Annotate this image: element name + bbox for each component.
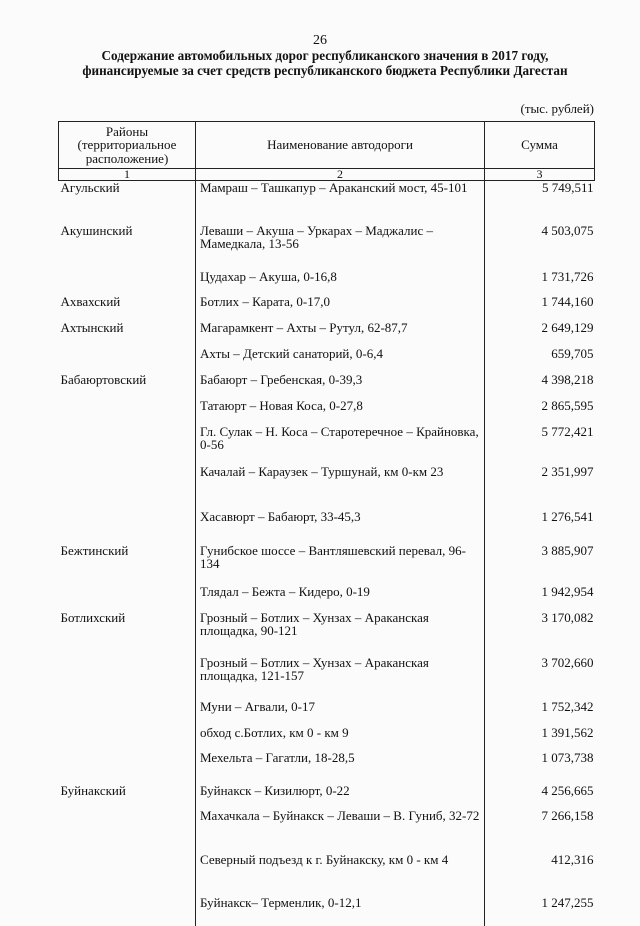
district-cell	[59, 751, 196, 784]
amount-cell: 5 749,511	[541, 180, 594, 195]
table-row	[59, 853, 595, 896]
amount-cell: 7 266,158	[541, 807, 594, 823]
amount-cell: 1 391,562	[541, 724, 594, 740]
amount-cell: 2 649,129	[541, 319, 594, 335]
roads-table	[58, 121, 595, 926]
table-row	[59, 726, 595, 751]
road-name-cell: Магарамкент – Ахты – Рутул, 62-87,7	[196, 321, 485, 347]
amount-cell: 1 073,738	[541, 749, 594, 765]
district-cell: Бабаюртовский	[60, 371, 147, 387]
road-name-cell: Леваши – Акуша – Уркарах – Маджалис – Мамедкала, 13-56	[196, 224, 485, 270]
road-name-cell: Качалай – Караузек – Туршунай, км 0-км 23	[196, 465, 485, 510]
district-cell	[59, 700, 196, 726]
amount-cell: 4 256,665	[541, 782, 594, 798]
table-row	[59, 321, 595, 347]
district-cell: Ботлихский	[60, 609, 126, 625]
road-name-cell: Буйнакск – Кизилюрт, 0-22	[196, 784, 485, 809]
table-row	[59, 784, 595, 809]
column-number-2: 2	[196, 169, 485, 181]
table-row	[59, 270, 595, 295]
road-name-cell: Хасавюрт – Бабаюрт, 33-45,3	[196, 510, 485, 544]
amount-cell: 1 942,954	[541, 583, 594, 599]
district-cell	[59, 809, 196, 853]
district-cell	[59, 270, 196, 295]
amount-cell: 2 351,997	[541, 463, 594, 479]
table-row	[59, 181, 595, 224]
amount-cell: 412,316	[551, 851, 594, 867]
road-name-cell: обход с.Ботлих, км 0 - км 9	[196, 726, 485, 751]
table-row	[59, 700, 595, 726]
table-row	[59, 425, 595, 465]
amount-cell: 5 772,421	[541, 423, 594, 439]
district-cell: Агульский	[60, 180, 120, 195]
road-name-cell: Грозный – Ботлих – Хунзах – Араканская площадка, 90-121	[196, 611, 485, 656]
district-cell	[59, 425, 196, 465]
road-name-cell: Муни – Агвали, 0-17	[196, 700, 485, 726]
district-cell	[59, 726, 196, 751]
table-row	[59, 585, 595, 611]
header-amount: Сумма	[485, 122, 595, 169]
amount-cell: 659,705	[551, 345, 594, 361]
table-row	[59, 656, 595, 700]
table-row	[59, 347, 595, 373]
district-cell: Буйнакский	[60, 782, 126, 798]
district-cell	[59, 656, 196, 700]
amount-cell: 1 731,726	[541, 268, 594, 284]
table-row	[59, 611, 595, 656]
table-row	[59, 399, 595, 425]
district-cell: Ахтынский	[60, 319, 124, 335]
road-name-cell: Гунибское шоссе – Вантляшевский перевал, 96-134	[196, 544, 485, 585]
amount-cell: 3 170,082	[541, 609, 594, 625]
road-name-cell: Гл. Сулак – Н. Коса – Старотеречное – Крайновка, 0-56	[196, 425, 485, 465]
table-row	[59, 896, 595, 926]
district-cell	[59, 465, 196, 510]
column-number-3: 3	[485, 169, 595, 181]
road-name-cell: Мамраш – Ташкапур – Араканский мост, 45-101	[196, 181, 485, 224]
road-name-cell: Грозный – Ботлих – Хунзах – Араканская площадка, 121-157	[196, 656, 485, 700]
amount-cell: 1 247,255	[541, 894, 594, 910]
district-cell: Ахвахский	[60, 293, 121, 309]
amount-cell: 1 752,342	[541, 698, 594, 714]
road-name-cell: Буйнакск– Терменлик, 0-12,1	[196, 896, 485, 926]
page-number: 26	[313, 33, 327, 48]
table-row	[59, 809, 595, 853]
district-cell	[59, 896, 196, 926]
district-cell	[59, 347, 196, 373]
amount-cell: 2 865,595	[541, 397, 594, 413]
district-cell	[59, 510, 196, 544]
table-row	[59, 544, 595, 585]
amount-cell: 3 702,660	[541, 654, 594, 670]
header-district: Районы (территориальное расположение)	[59, 122, 196, 169]
table-row	[59, 295, 595, 321]
district-cell: Бежтинский	[60, 542, 129, 558]
road-name-cell: Цудахар – Акуша, 0-16,8	[196, 270, 485, 295]
road-name-cell: Тлядал – Бежта – Кидеро, 0-19	[196, 585, 485, 611]
header-road: Наименование автодороги	[196, 122, 485, 169]
table-row	[59, 510, 595, 544]
amount-cell: 1 744,160	[541, 293, 594, 309]
district-cell	[59, 853, 196, 896]
amount-cell: 4 503,075	[541, 222, 594, 238]
road-name-cell: Ахты – Детский санаторий, 0-6,4	[196, 347, 485, 373]
amount-cell: 4 398,218	[541, 371, 594, 387]
road-name-cell: Татаюрт – Новая Коса, 0-27,8	[196, 399, 485, 425]
table-row	[59, 224, 595, 270]
column-number-1: 1	[59, 169, 196, 181]
district-cell	[59, 585, 196, 611]
amount-cell: 3 885,907	[541, 542, 594, 558]
table-row	[59, 373, 595, 399]
table-row	[59, 465, 595, 510]
table-row	[59, 751, 595, 784]
amount-cell: 1 276,541	[541, 508, 594, 524]
road-name-cell: Ботлих – Карата, 0-17,0	[196, 295, 485, 321]
document-title: Содержание автомобильных дорог республиканского значения в 2017 году, финансируемые за счет средств республиканского бюджета Республики Дагестан	[82, 48, 568, 78]
road-name-cell: Северный подъезд к г. Буйнакску, км 0 - км 4	[196, 853, 485, 896]
units-note: (тыс. рублей)	[520, 101, 594, 116]
road-name-cell: Махачкала – Буйнакск – Леваши – В. Гуниб, 32-72	[196, 809, 485, 853]
road-name-cell: Бабаюрт – Гребенская, 0-39,3	[196, 373, 485, 399]
district-cell	[59, 399, 196, 425]
district-cell: Акушинский	[60, 222, 133, 238]
road-name-cell: Мехельта – Гагатли, 18-28,5	[196, 751, 485, 784]
